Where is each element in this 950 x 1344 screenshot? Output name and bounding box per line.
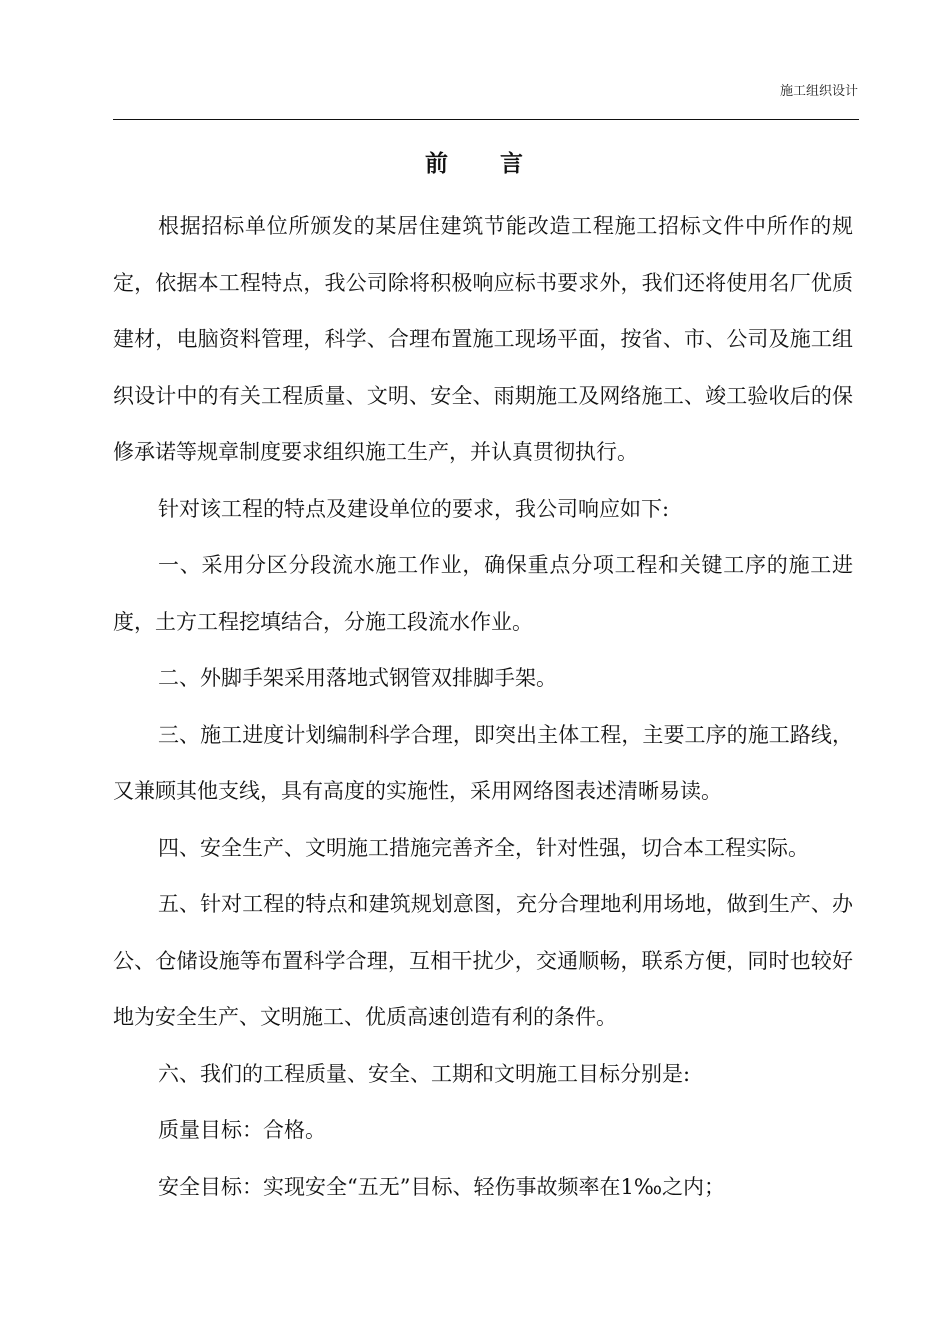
- running-header: 施工组织设计: [779, 84, 858, 99]
- header-divider: [113, 119, 859, 120]
- paragraph-item-3: 三、施工进度计划编制科学合理，即突出主体工程，主要工序的施工路线，又兼顾其他支线，具有高度的实施性，采用网络图表述清晰易读。: [113, 722, 853, 803]
- paragraph-response: 针对该工程的特点及建设单位的要求，我公司响应如下:: [158, 496, 670, 521]
- paragraph-item-4: 四、安全生产、文明施工措施完善齐全，针对性强，切合本工程实际。: [158, 835, 809, 860]
- paragraph-item-1: 一、采用分区分段流水施工作业，确保重点分项工程和关键工序的施工进度，土方工程挖填结合，分施工段流水作业。: [113, 553, 853, 634]
- paragraph-item-6: 六、我们的工程质量、安全、工期和文明施工目标分别是:: [158, 1061, 691, 1086]
- paragraph-quality-target: 质量目标：合格。: [158, 1118, 326, 1142]
- page-title: 前 言: [425, 150, 525, 177]
- paragraph-item-5: 五、针对工程的特点和建筑规划意图，充分合理地利用场地，做到生产、办公、仓储设施等布置科学合理，互相干扰少，交通顺畅，联系方便，同时也较好地为安全生产、文明施工、优质高速创造有利的条件。: [113, 892, 853, 1029]
- document-body: [113, 198, 853, 1215]
- paragraph-item-2: 二、外脚手架采用落地式钢管双排脚手架。: [158, 666, 557, 690]
- paragraph-safety-target: 安全目标：实现安全“五无”目标、轻伤事故频率在1‰之内；: [158, 1174, 726, 1199]
- paragraph-intro: 根据招标单位所颁发的某居住建筑节能改造工程施工招标文件中所作的规定，依据本工程特点，我公司除将积极响应标书要求外，我们还将使用名厂优质建材，电脑资料管理，科学、合理布置施工现场平面，按省、市、公司及施工组织设计中的有关工程质量、文明、安全、雨期施工及网络施工、竣工验收后的保修承诺等规章制度要求组织施工生产，并认真贯彻执行。: [113, 214, 853, 464]
